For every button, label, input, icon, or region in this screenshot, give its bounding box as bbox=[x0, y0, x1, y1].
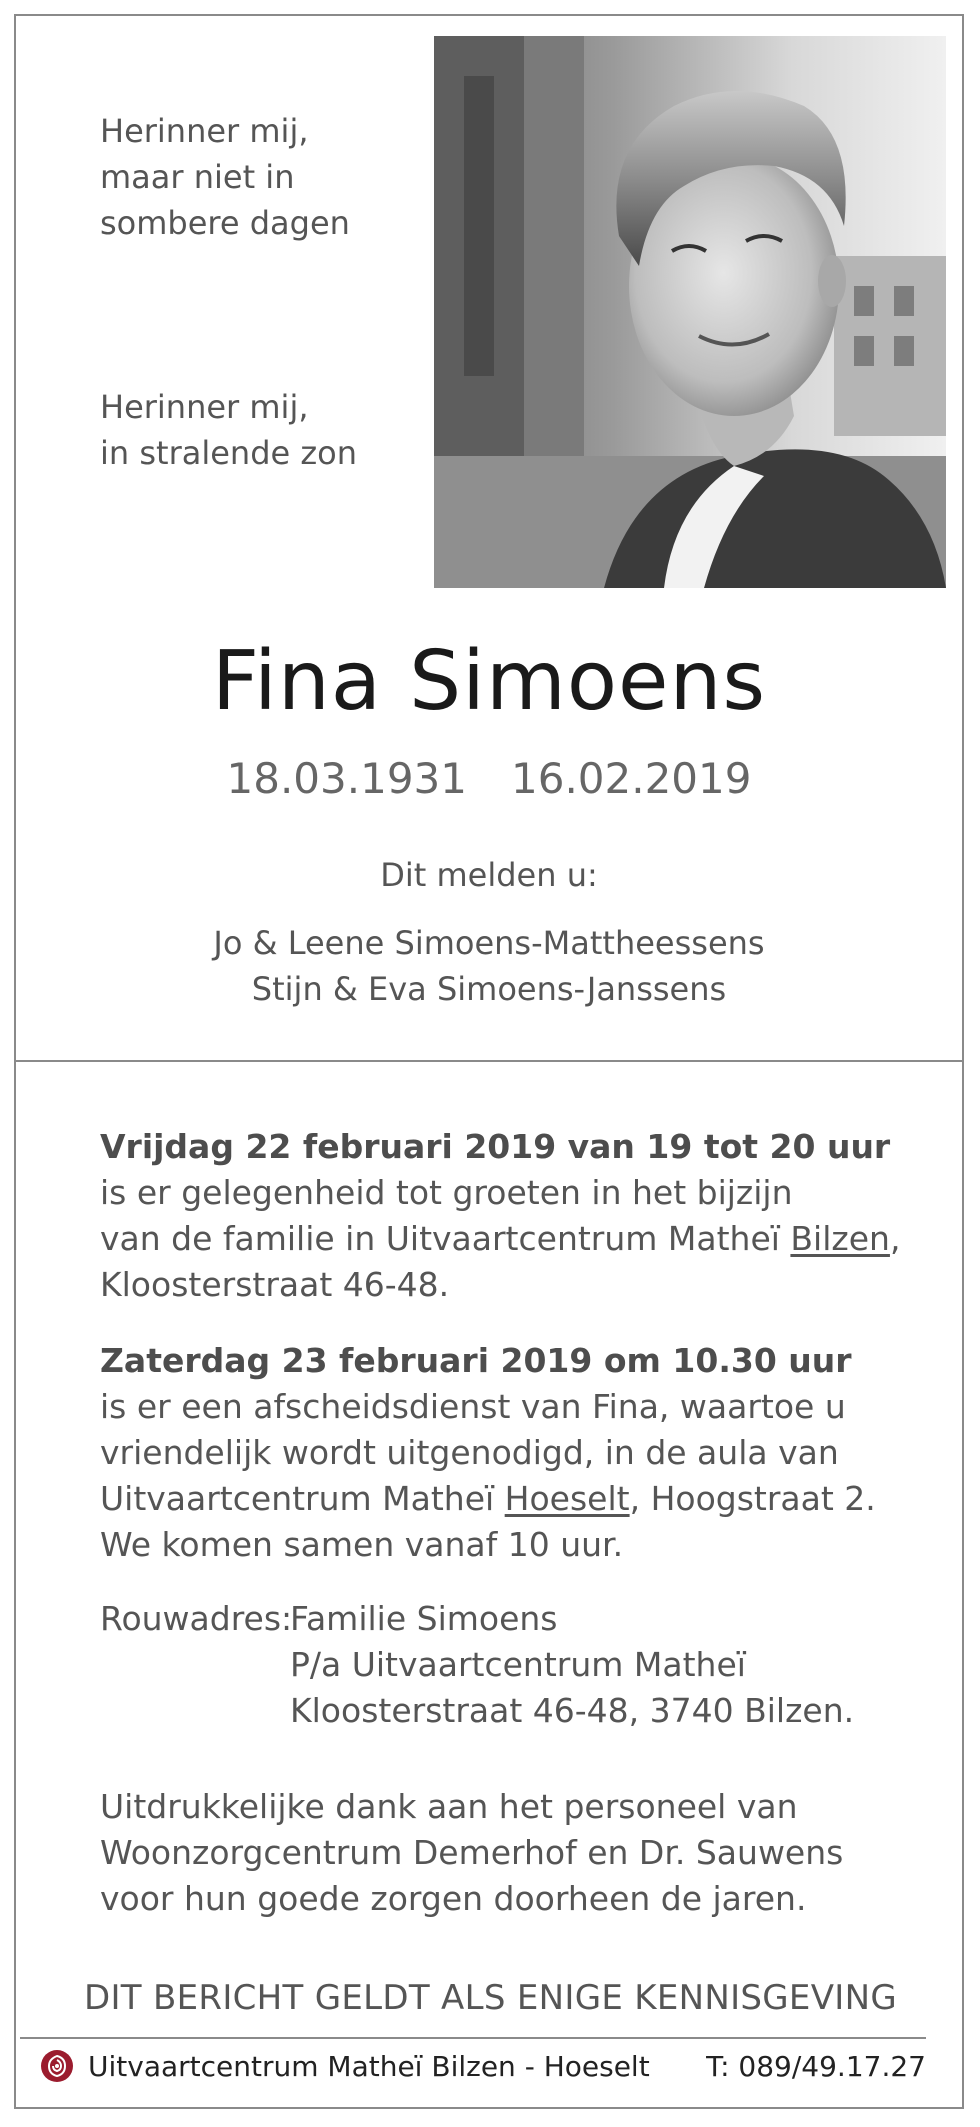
service-line: vriendelijk wordt uitgenodigd, in de aula van bbox=[100, 1433, 839, 1472]
viewing-heading: Vrijdag 22 februari 2019 van 19 tot 20 uur bbox=[100, 1127, 891, 1166]
viewing-line: Kloosterstraat 46-48. bbox=[100, 1265, 450, 1304]
thanks-line: voor hun goede zorgen doorheen de jaren. bbox=[100, 1879, 807, 1918]
bilzen-link[interactable]: Bilzen bbox=[790, 1219, 890, 1258]
thanks-line: Uitdrukkelijke dank aan het personeel van bbox=[100, 1787, 798, 1826]
poem-line: sombere dagen bbox=[100, 204, 350, 242]
mourning-address-label: Rouwadres: bbox=[100, 1599, 293, 1638]
family-list bbox=[16, 920, 962, 1012]
poem-stanza-2 bbox=[100, 384, 400, 476]
viewing-text: , bbox=[889, 1219, 901, 1258]
poem-stanza-1 bbox=[100, 108, 400, 246]
sole-notice: DIT BERICHT GELDT ALS ENIGE KENNISGEVING bbox=[84, 1978, 897, 2018]
service-text: Uitvaartcentrum Matheï bbox=[100, 1479, 505, 1518]
announcement-intro: Dit melden u: bbox=[380, 856, 598, 894]
poem-line: Herinner mij, bbox=[100, 388, 309, 426]
service-line bbox=[100, 1476, 930, 1522]
address-line: P/a Uitvaartcentrum Matheï bbox=[290, 1645, 746, 1684]
service-line: is er een afscheidsdienst van Fina, waartoe u bbox=[100, 1387, 846, 1426]
obituary-card bbox=[14, 14, 964, 2109]
viewing-line bbox=[100, 1216, 930, 1262]
viewing-text: van de familie in Uitvaartcentrum Matheï bbox=[100, 1219, 791, 1258]
family-member: Stijn & Eva Simoens-Janssens bbox=[251, 970, 727, 1008]
service-info bbox=[100, 1338, 930, 1568]
poem-line: in stralende zon bbox=[100, 434, 358, 472]
portrait-photo bbox=[434, 36, 946, 588]
thanks-line: Woonzorgcentrum Demerhof en Dr. Sauwens bbox=[100, 1833, 844, 1872]
thanks-text bbox=[100, 1784, 930, 1922]
service-text: , Hoogstraat 2. bbox=[629, 1479, 876, 1518]
family-member: Jo & Leene Simoens-Mattheessens bbox=[213, 924, 765, 962]
address-line: Kloosterstraat 46-48, 3740 Bilzen. bbox=[290, 1691, 855, 1730]
phone-number: T: 089/49.17.27 bbox=[706, 2049, 926, 2083]
footer-divider bbox=[20, 2037, 926, 2039]
hoeselt-link[interactable]: Hoeselt bbox=[504, 1479, 630, 1518]
viewing-info bbox=[100, 1124, 930, 1308]
portrait-image bbox=[434, 36, 946, 588]
mourning-address bbox=[100, 1596, 930, 1734]
service-line: We komen samen vanaf 10 uur. bbox=[100, 1525, 624, 1564]
service-heading: Zaterdag 23 februari 2019 om 10.30 uur bbox=[100, 1341, 852, 1380]
rose-logo-icon bbox=[40, 2049, 74, 2083]
address-line: Familie Simoens bbox=[290, 1599, 558, 1638]
death-date: 16.02.2019 bbox=[511, 754, 752, 803]
birth-date: 18.03.1931 bbox=[226, 754, 467, 803]
viewing-line: is er gelegenheid tot groeten in het bijzijn bbox=[100, 1173, 793, 1212]
section-divider bbox=[16, 1060, 962, 1062]
footer bbox=[40, 2046, 926, 2086]
poem-line: Herinner mij, bbox=[100, 112, 309, 150]
deceased-name: Fina Simoens bbox=[211, 634, 767, 729]
poem-line: maar niet in bbox=[100, 158, 295, 196]
life-dates bbox=[16, 754, 962, 803]
company-name: Uitvaartcentrum Matheï Bilzen - Hoeselt bbox=[88, 2049, 650, 2083]
